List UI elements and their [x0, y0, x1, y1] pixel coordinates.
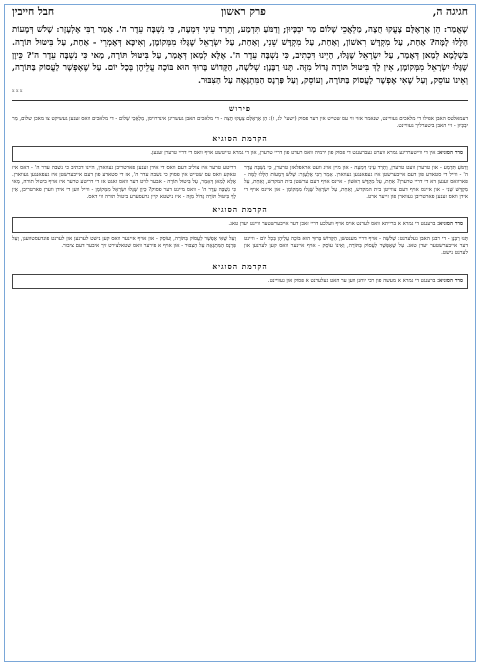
header-left: חבל חייבין	[12, 6, 55, 18]
note-text: אין די ווייטערדיגע גמרא ווערט געברענגט די פסוק פון ירמיה וואס רעדט פון דריי טרערן, און די גמרא טייטשט אויף וואס די דריי טרערן זענען.	[150, 150, 436, 157]
hakdama-title-1: הקדמת הסוגיא	[212, 134, 268, 144]
page-border	[4, 4, 476, 662]
column-left: דריטע טרער איז צוליב דעם וואס די אידן זענען פארטריבן געווארן, היינו דכתיב כי נשבה עדר ה' - דאס איז טאקע וואס עס שטייט אין פסוק כי נשבה עדר ה', אז די סטאדע פון דעם אייבערשטן איז געפאנגען געווארן. אֶלָּא לְמַאן דְּאָמַר, עַל בִּיטּוּל תּוֹרָה - אבער לויט דער וואס זאגט אז די דריטע טרער איז אויף ביטול תורה, מַאי כִּי נִשְׁבָּה עֵדֶר ה' - וואס מיינט דער פסוק? כֵּיוָן שֶׁגָּלוּ יִשְׂרָאֵל מִמְּקוֹמָן - ווייל ווען די אידן ווערן פארטריבן, אֵין לָךְ בִּיטּוּל תּוֹרָה גָּדוֹל מִזֶּה - איז נישטא קיין גרעסערע ביטול תורה ווי דאס.	[12, 164, 236, 200]
hakdama-title-2: הקדמת הסוגיא	[212, 205, 268, 215]
note-label: סדר הסוגיא:	[437, 221, 463, 228]
header-chapter: פרק ראשון	[220, 6, 266, 18]
small-note: x x x	[12, 88, 23, 94]
page-header	[12, 6, 468, 22]
note-label: סדר הסוגיא:	[437, 277, 463, 284]
divider	[12, 100, 468, 101]
note-text: ברענגט די גמרא א מעשה פון רבי יוחנן ווען ער האט געלערנט א פסוק און געוויינט.	[267, 277, 436, 284]
sugya-note-2	[12, 217, 468, 232]
sugya-note-3	[12, 274, 468, 289]
header-right: חגיגה ה,	[432, 6, 468, 18]
column-left: וְעַל שֶׁאִי אֶפְשָׁר לַעֲסוֹק בַּתּוֹרָה, וְעוֹסֵק - און אויף איינער וואס קען נישט לערנען און לערנט פונדעסטוועגן, וְעַל פַּרְנָס הַמִּתְגָּאֶה עַל הַצִּבּוּר - און אויף א פירער וואס שטאלצירט זיך איבער דעם ציבור.	[12, 235, 236, 249]
column-right: תָּנוּ רַבָּנָן - די רבנן האבן געלערנט: שְׁלֹשָׁה - אויף דריי מענטשן, הַקָּדוֹשׁ בָּרוּךְ הוּא בּוֹכֶה עֲלֵיהֶן בְּכָל יוֹם - וויינט דער אייבערשטער יעדן טאג. עַל שֶׁאֶפְשָׁר לַעֲסוֹק בַּתּוֹרָה, וְאֵינוֹ עוֹסֵק - אויף איינער וואס קען לערנען און לערנט נישט.	[244, 235, 468, 257]
hakdama-title-3: הקדמת הסוגיא	[212, 261, 268, 271]
translation-block-2	[12, 236, 468, 258]
translation-block-1	[12, 165, 468, 202]
note-text: ברענגט די גמרא א ברייתא וואס לערנט אויס אויף וועלכע דריי זאכן דער אייבערשטער וויינט יעדן טאג.	[228, 221, 436, 228]
pirush-title: פירוש	[229, 103, 251, 113]
column-right: וְדַמֹּעַ תִּדְמַע - און טרערן וועט טרערן, וְתֵרַד עֵינִי דִּמְעָה - און מיין אויג וועט אראפלאזן טרערן, כִּי נִשְׁבָּה עֵדֶר ה' - ווייל די סטאדע פון דעם אייבערשטן איז געפאנגען געווארן. אָמַר רַבִּי אֶלְעָזָר: שָׁלֹשׁ דְּמָעוֹת הַלָּלוּ לָמָּה - פארוואס זענען דא די דריי טרערן? אַחַת, עַל מִקְדָּשׁ רִאשׁוֹן - איינס אויף דעם ערשטן בית המקדש, וְאַחַת, עַל מִקְדָּשׁ שֵׁנִי - און איינס אויף דעם צווייטן בית המקדש, וְאַחַת, עַל יִשְׂרָאֵל שֶׁגָּלוּ מִמְּקוֹמָן - און איינס אויף די אידן וואס זענען פארטריבן געווארן פון זייער ארט.	[244, 164, 468, 200]
gemara-text: שָׁאֲמַר: הֵן אֶרְאֶלָּם צָעֲקוּ חֻצָה, מַלְאֲכֵי שָׁלוֹם מַר יִבְכָּיוּן; וְדַמֹּעַ תִּדְמַע, וְתֵרַד עֵינִי דִּמְעָה, כִּי נִשְׁבָּה עֵדֶר ה'. אָמַר רַבִּי אֶלְעָזָר: שָׁלֹשׁ דְּמָעוֹת הַלָּלוּ לָמָּה? אַחַת, עַל מִקְדָּשׁ רִאשׁוֹן, וְאַחַת, עַל מִקְדָּשׁ שֵׁנִי, וְאַחַת, עַל יִשְׂרָאֵל שֶׁגָּלוּ מִמְּקוֹמָן, וְאִיכָּא דְּאָמְרֵי - אַחַת, עַל בִּיטּוּל תּוֹרָה. בִּשְׁלָמָא לְמַאן דְּאָמַר, עַל יִשְׂרָאֵל שֶׁגָּלוּ, הַיְינוּ דִּכְתִיב, כִּי נִשְׁבָּה עֵדֶר ה'. אֶלָּא לְמַאן דְּאָמַר, עַל בִּיטּוּל תּוֹרָה, מַאי כִּי נִשְׁבָּה עֵדֶר ה'? כֵּיוָן שֶׁגָּלוּ יִשְׂרָאֵל מִמְּקוֹמָן, אֵין לָךְ בִּיטּוּל תּוֹרָה גָּדוֹל מִזֶּה. תָּנוּ רַבָּנָן: שְׁלֹשָׁה, הַקָּדוֹשׁ בָּרוּךְ הוּא בּוֹכֶה עֲלֵיהֶן בְּכָל יוֹם. עַל שֶׁאֶפְשָׁר לַעֲסוֹק בַּתּוֹרָה, וְאֵינוֹ עוֹסֵק, וְעַל שֶׁאִי אֶפְשָׁר לַעֲסוֹק בַּתּוֹרָה, וְעוֹסֵק, וְעַל פַּרְנָס הַמִּתְגָּאֶה עַל הַצִּבּוּר.	[12, 25, 468, 87]
pirush-text: דעמאלטס האבן אפילו די מלאכים געוויינט, שנאמר אזוי ווי עס שטייט אין דער פסוק (ישעי' לג, ז): הֵן אֶרְאֶלָּם צָעֲקוּ חֻצָה - די מלאכים האבן געשריגן אינדרויסן, מַלְאֲכֵי שָׁלוֹם - די מלאכים וואס זענען געשיקט צו מאכן שלום, מַר יִבְכָּיוּן - זיי האבן ביטערליך געוויינט.	[12, 115, 468, 130]
note-label: סדר הסוגיא:	[437, 150, 463, 157]
sugya-note-1	[12, 146, 468, 161]
